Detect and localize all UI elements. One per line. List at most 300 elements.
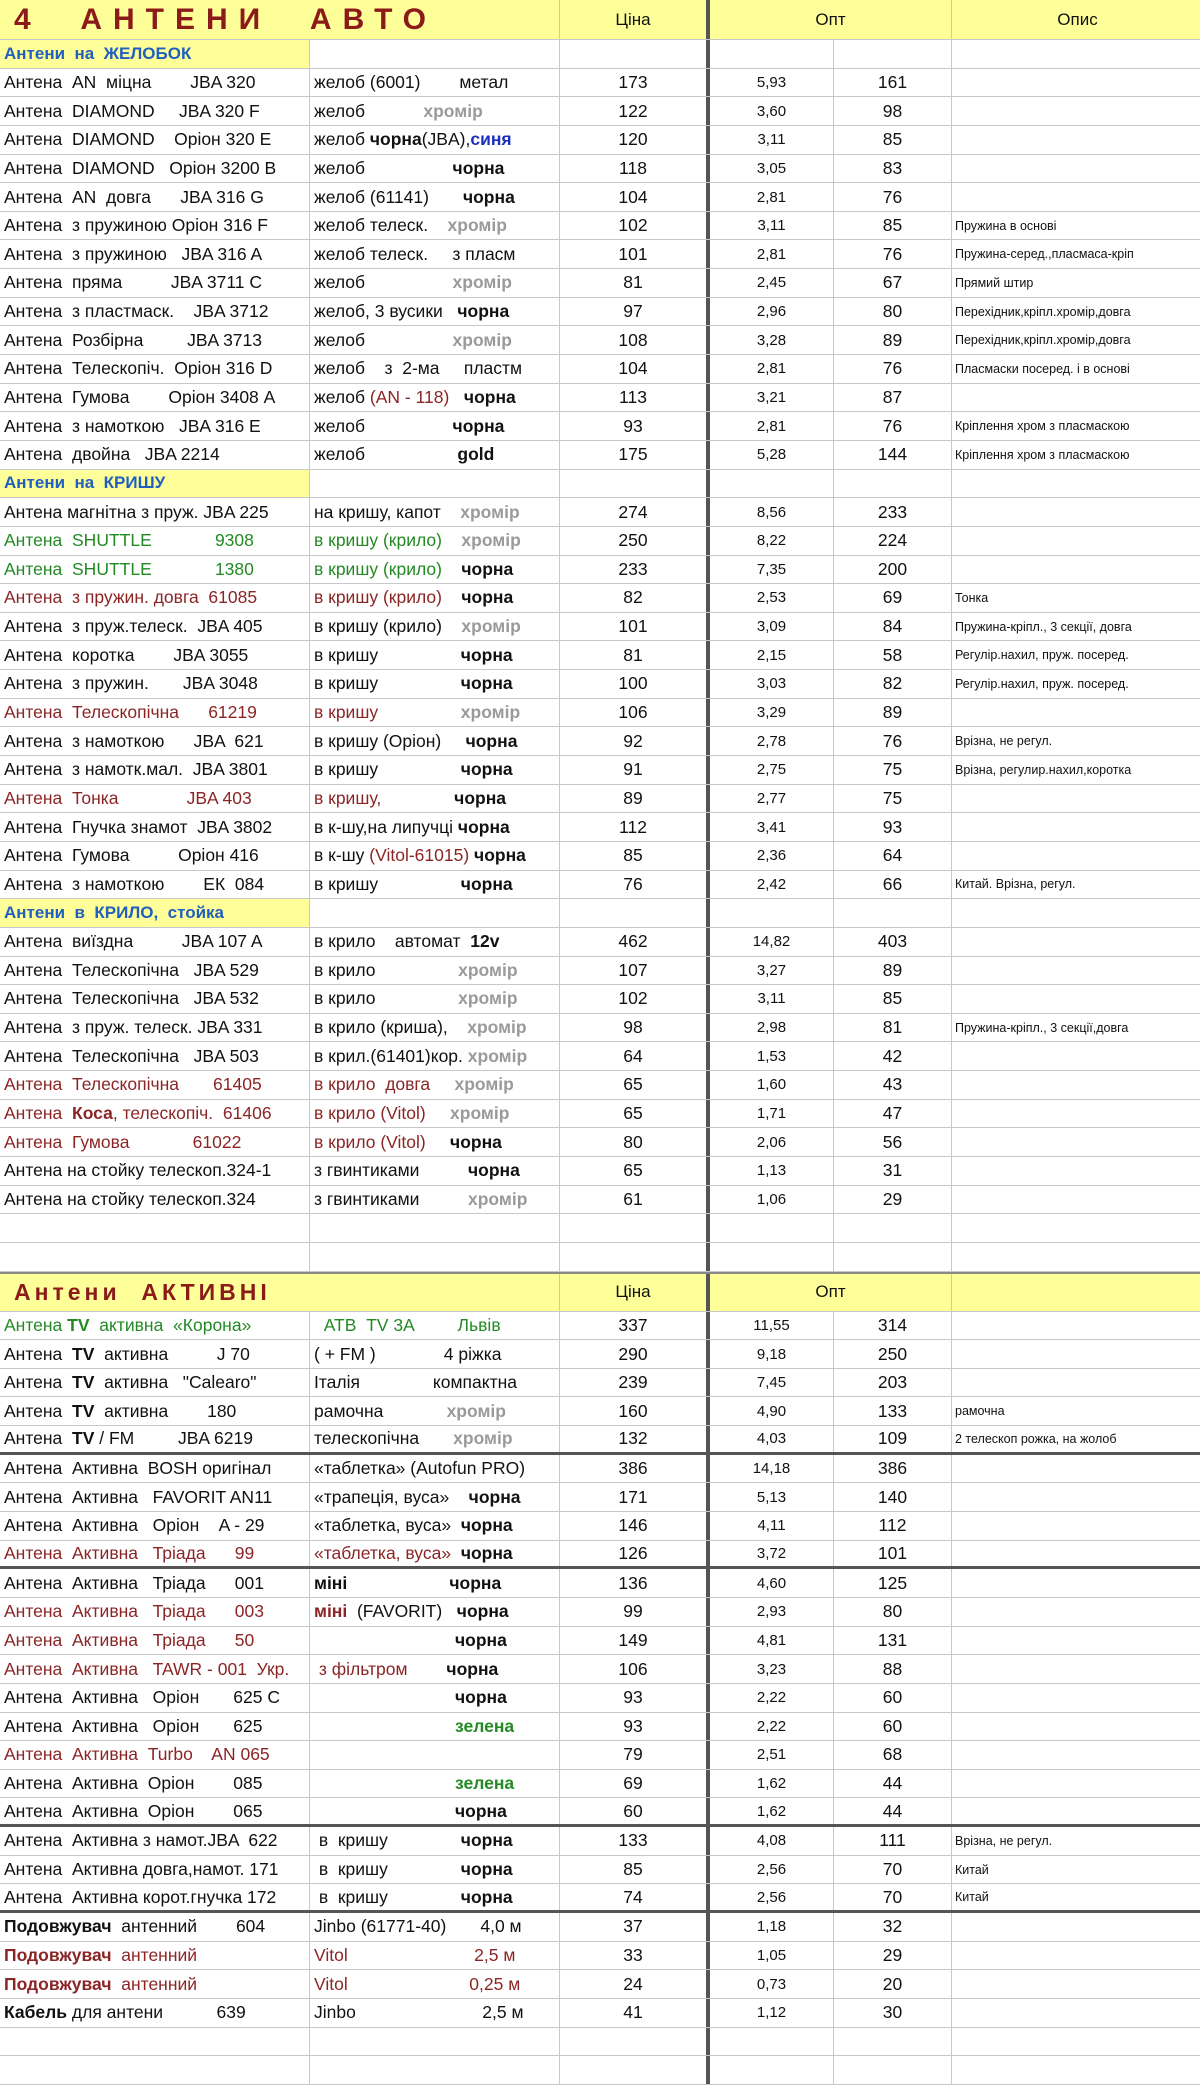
product-row (0, 498, 1200, 527)
product-name (0, 584, 310, 612)
empty-cell (310, 1243, 560, 1271)
product-type (310, 1369, 560, 1397)
text-run: чорна (455, 1687, 507, 1708)
product-row (0, 1713, 1200, 1742)
wholesale-price: 76 (834, 727, 952, 755)
text-run: Антена (4, 1400, 73, 1421)
empty-cell (0, 1243, 310, 1271)
product-row (0, 69, 1200, 98)
product-type (310, 1397, 560, 1425)
product-type (310, 871, 560, 899)
coefficient-value: 5,28 (710, 441, 834, 469)
product-row (0, 298, 1200, 327)
price-value: 99 (560, 1598, 710, 1626)
text-run: Антена пряма JBA 3711 C (4, 272, 263, 293)
product-type (310, 1186, 560, 1214)
wholesale-price: 203 (834, 1369, 952, 1397)
text-run (442, 559, 461, 580)
product-type (310, 613, 560, 641)
text-run: в крило довга (314, 1074, 431, 1095)
coefficient-value: 1,12 (710, 1999, 834, 2027)
text-run: хромір (447, 215, 507, 236)
price-value: 104 (560, 183, 710, 211)
empty-cell (952, 40, 1200, 68)
description (952, 699, 1200, 727)
description (952, 1071, 1200, 1099)
product-row (0, 97, 1200, 126)
description: Кріплення хром з пласмаскою (955, 447, 1130, 462)
description: Прямий штир (955, 275, 1034, 290)
text-run: Антена з пружин. JBA 3048 (4, 673, 258, 694)
description (952, 1186, 1200, 1214)
product-row (0, 756, 1200, 785)
product-row (0, 269, 1200, 298)
wholesale-price: 20 (834, 1970, 952, 1998)
product-type (310, 1483, 560, 1511)
wholesale-price: 29 (834, 1186, 952, 1214)
text-run (314, 1630, 455, 1651)
description: Регулір.нахил, пруж. посеред. (955, 676, 1129, 691)
coefficient-value: 2,98 (710, 1014, 834, 1042)
coefficient-value: 3,05 (710, 155, 834, 183)
text-run: в кришу (314, 644, 461, 665)
product-type (310, 699, 560, 727)
text-run: зелена (455, 1773, 515, 1794)
text-run: Антена Тонка JBA 403 (4, 787, 252, 808)
text-run: Антена Телескопічна JBA 532 (4, 988, 259, 1009)
product-name (0, 670, 310, 698)
empty-row (0, 2056, 1200, 2085)
product-row (0, 1970, 1200, 1999)
text-run: активна J 70 (94, 1343, 250, 1364)
text-run: желоб (61141) (314, 186, 463, 207)
text-run: міні (314, 1572, 348, 1593)
wholesale-price: 56 (834, 1128, 952, 1156)
product-row (0, 1655, 1200, 1684)
product-type (310, 1856, 560, 1884)
empty-cell (952, 2028, 1200, 2056)
empty-cell (310, 470, 560, 498)
price-value: 107 (560, 957, 710, 985)
text-run: желоб (314, 415, 453, 436)
text-run: Антена Активна BOSH оригінал (4, 1458, 272, 1479)
text-run: Антена з намоткою JBA 621 (4, 730, 264, 751)
product-row (0, 1770, 1200, 1799)
text-run: TV (72, 1343, 95, 1364)
text-run: «трапеція, вуса» (314, 1486, 469, 1507)
text-run: з гвинтиками (314, 1160, 468, 1181)
text-run: чорна (457, 301, 510, 322)
wholesale-price: 111 (834, 1827, 952, 1855)
empty-cell (834, 40, 952, 68)
wholesale-price: 80 (834, 1598, 952, 1626)
text-run: чорна (460, 1542, 513, 1563)
text-run: з фільтром (314, 1658, 408, 1679)
text-run: чорна (456, 1601, 509, 1622)
product-row (0, 1340, 1200, 1369)
text-run: Антена Гумова 61022 (4, 1131, 242, 1152)
coefficient-value: 4,90 (710, 1397, 834, 1425)
description (952, 97, 1200, 125)
product-row (0, 1397, 1200, 1426)
text-run: Антена з пруж.телеск. JBA 405 (4, 616, 263, 637)
text-run: в кришу (314, 673, 461, 694)
empty-cell (710, 470, 834, 498)
text-run: Антена двойна JBA 2214 (4, 444, 220, 465)
text-run: чорна (461, 587, 514, 608)
price-value: 79 (560, 1741, 710, 1769)
text-run: в к-шу (314, 845, 370, 866)
price-value: 85 (560, 842, 710, 870)
wholesale-price: 112 (834, 1512, 952, 1540)
price-value: 37 (560, 1913, 710, 1941)
coefficient-value: 2,42 (710, 871, 834, 899)
price-value: 160 (560, 1397, 710, 1425)
wholesale-price: 76 (834, 240, 952, 268)
coefficient-value: 1,05 (710, 1942, 834, 1970)
text-run: желоб (314, 129, 370, 150)
product-type (310, 727, 560, 755)
product-name (0, 1426, 310, 1452)
product-type (310, 212, 560, 240)
description (952, 1770, 1200, 1798)
text-run: ( + FM ) 4 ріжка (314, 1343, 502, 1364)
coefficient-value: 4,11 (710, 1512, 834, 1540)
text-run: желоб (314, 100, 424, 121)
product-type (310, 957, 560, 985)
product-type (310, 1071, 560, 1099)
description (952, 498, 1200, 526)
text-run: хромір (454, 1074, 514, 1095)
text-run: Антена коротка JBA 3055 (4, 644, 249, 665)
text-run: / FM JBA 6219 (94, 1428, 253, 1449)
text-run: синя (470, 129, 512, 150)
empty-cell (310, 40, 560, 68)
text-run: чорна (468, 1160, 520, 1181)
price-value: 132 (560, 1426, 710, 1452)
product-type (310, 1340, 560, 1368)
coefficient-value: 2,15 (710, 641, 834, 669)
text-run: Антена Гнучка знамот JBA 3802 (4, 816, 273, 837)
text-run: антенний (111, 1973, 198, 1994)
description (952, 1598, 1200, 1626)
price-column-header: Ціна (560, 1274, 710, 1311)
text-run: Антена на стойку телескоп.324 (4, 1188, 256, 1209)
text-run: в кришу (314, 873, 461, 894)
price-value: 108 (560, 326, 710, 354)
product-name (0, 183, 310, 211)
text-run: хромір (446, 1400, 506, 1421)
wholesale-price: 250 (834, 1340, 952, 1368)
product-row (0, 727, 1200, 756)
coefficient-value: 2,81 (710, 355, 834, 383)
product-type (310, 1157, 560, 1185)
section-header-row (0, 470, 1200, 499)
text-run: Антена Телескопічна 61219 (4, 702, 257, 723)
coefficient-value: 1,62 (710, 1798, 834, 1824)
text-run: Антена з пластмаск. JBA 3712 (4, 301, 269, 322)
empty-cell (952, 899, 1200, 927)
wholesale-price: 76 (834, 183, 952, 211)
product-name (0, 641, 310, 669)
product-row (0, 1128, 1200, 1157)
text-run: «таблетка, вуса» (314, 1542, 452, 1563)
product-row (0, 785, 1200, 814)
product-type (310, 441, 560, 469)
wholesale-price: 80 (834, 298, 952, 326)
text-run: чорна (455, 1629, 507, 1650)
empty-cell (0, 1214, 310, 1242)
text-run: хромір (460, 501, 520, 522)
product-row (0, 1684, 1200, 1713)
product-name (0, 1512, 310, 1540)
text-run: Антена з пружиною JBA 316 A (4, 243, 263, 264)
product-name (0, 1798, 310, 1824)
price-value: 462 (560, 928, 710, 956)
coefficient-value: 3,03 (710, 670, 834, 698)
text-run: желоб (314, 329, 453, 350)
wholesale-price: 85 (834, 212, 952, 240)
text-run: в кришу (314, 759, 461, 780)
text-run: міні (314, 1601, 348, 1622)
text-run: Антена Активна корот.гнучка 172 (4, 1886, 277, 1907)
wholesale-price: 60 (834, 1713, 952, 1741)
empty-cell (710, 1214, 834, 1242)
description (952, 1999, 1200, 2027)
text-run: Антена з намоткою ЕК 084 (4, 873, 265, 894)
text-run: хромір (467, 1017, 527, 1038)
description: Пружина в основі (955, 218, 1057, 233)
product-row (0, 355, 1200, 384)
product-row (0, 1369, 1200, 1398)
product-name (0, 1827, 310, 1855)
product-name (0, 1100, 310, 1128)
wholesale-price: 403 (834, 928, 952, 956)
description (952, 1627, 1200, 1655)
description (952, 1970, 1200, 1998)
text-run: желоб (314, 387, 370, 407)
empty-cell (560, 2028, 710, 2056)
description: Перехідник,кріпл.хромір,довга (955, 304, 1131, 319)
empty-cell (952, 1243, 1200, 1271)
product-name (0, 1340, 310, 1368)
text-run: для антени 639 (67, 2002, 246, 2023)
section-header-row (0, 40, 1200, 69)
product-name (0, 1042, 310, 1070)
price-value: 97 (560, 298, 710, 326)
text-run: хромір (423, 100, 483, 121)
description: Китай (955, 1862, 989, 1877)
product-type (310, 1827, 560, 1855)
product-type (310, 412, 560, 440)
text-run: чорна (460, 759, 513, 780)
product-row (0, 985, 1200, 1014)
wholesale-price: 386 (834, 1455, 952, 1483)
text-run: хромір (461, 530, 521, 551)
product-row (0, 1913, 1200, 1942)
price-value: 60 (560, 1798, 710, 1824)
text-run: Антена Активна FAVORIT AN11 (4, 1486, 273, 1507)
product-row (0, 412, 1200, 441)
text-run: АТВ TV 3A Львів (314, 1314, 501, 1335)
text-run: Антена Активна Тріада 50 (4, 1629, 255, 1650)
product-name (0, 355, 310, 383)
product-type (310, 813, 560, 841)
text-run: активна "Calearo" (94, 1372, 257, 1393)
description (952, 1655, 1200, 1683)
wholesale-price: 89 (834, 326, 952, 354)
product-type (310, 240, 560, 268)
text-run: чорна (460, 644, 513, 665)
text-run: Vitol 2,5 м (314, 1944, 516, 1965)
price-value: 89 (560, 785, 710, 813)
product-type (310, 1598, 560, 1626)
product-row (0, 699, 1200, 728)
coefficient-value: 2,77 (710, 785, 834, 813)
empty-cell (952, 1214, 1200, 1242)
description (952, 785, 1200, 813)
text-run: Антена Телескопічна JBA 529 (4, 959, 259, 980)
product-row (0, 1157, 1200, 1186)
text-run: желоб (314, 157, 453, 178)
description (952, 1369, 1200, 1397)
product-row (0, 1071, 1200, 1100)
price-value: 24 (560, 1970, 710, 1998)
product-type (310, 928, 560, 956)
text-run: Антена (4, 1103, 73, 1124)
text-run (442, 530, 461, 551)
description (952, 1942, 1200, 1970)
text-run: Антена Активна Оріон 625 (4, 1715, 263, 1736)
text-run: чорна (457, 816, 510, 837)
wholesale-price: 93 (834, 813, 952, 841)
description: Пружина-кріпл., 3 секції, довга (955, 619, 1132, 634)
text-run: в кришу (314, 1830, 461, 1851)
description (952, 1798, 1200, 1824)
product-type (310, 1913, 560, 1941)
price-value: 175 (560, 441, 710, 469)
text-run: чорна (461, 558, 514, 579)
text-run: чорна (369, 129, 422, 150)
text-run: в кришу (крило) (314, 558, 442, 579)
product-type (310, 1100, 560, 1128)
text-run: желоб (314, 444, 458, 465)
product-row (0, 613, 1200, 642)
product-row (0, 1942, 1200, 1971)
coefficient-value: 5,93 (710, 69, 834, 97)
price-value: 76 (560, 871, 710, 899)
product-name (0, 957, 310, 985)
coefficient-value: 7,35 (710, 556, 834, 584)
product-name (0, 1884, 310, 1910)
description: рамочна (955, 1404, 1005, 1419)
product-name (0, 1770, 310, 1798)
price-value: 81 (560, 641, 710, 669)
product-name (0, 1186, 310, 1214)
product-type (310, 183, 560, 211)
price-value: 92 (560, 727, 710, 755)
text-run: Італія компактна (314, 1372, 518, 1393)
product-name (0, 1684, 310, 1712)
product-type (310, 556, 560, 584)
wholesale-price: 32 (834, 1913, 952, 1941)
product-name (0, 155, 310, 183)
text-run: в крило (Vitol) (314, 1131, 426, 1152)
empty-cell (710, 2056, 834, 2084)
text-run: активна 180 (94, 1400, 237, 1421)
product-type (310, 1942, 560, 1970)
empty-cell (834, 470, 952, 498)
price-value: 33 (560, 1942, 710, 1970)
text-run: Антена Активна Оріон 085 (4, 1773, 263, 1794)
product-type (310, 1713, 560, 1741)
active-section-header-row (0, 1272, 1200, 1312)
wholesale-price: 76 (834, 412, 952, 440)
text-run: в крило (314, 988, 459, 1009)
text-run: Подовжувач (4, 1944, 112, 1965)
empty-cell (310, 2056, 560, 2084)
rows-container (0, 40, 1200, 2085)
product-name (0, 813, 310, 841)
product-type (310, 269, 560, 297)
product-row (0, 1856, 1200, 1885)
text-run: чорна (455, 1800, 507, 1821)
text-run: чорна (452, 157, 505, 178)
product-row (0, 1014, 1200, 1043)
text-run: антенний 604 (111, 1916, 266, 1937)
text-run: Антена Активна TAWR - 001 Укр. (4, 1658, 290, 1679)
text-run: рамочна (314, 1400, 447, 1421)
wholesale-price: 88 (834, 1655, 952, 1683)
text-run: чорна (460, 1859, 513, 1880)
description (952, 1157, 1200, 1185)
product-row (0, 1627, 1200, 1656)
coefficient-value: 3,41 (710, 813, 834, 841)
text-run: в крило (криша), (314, 1017, 468, 1038)
text-run: на кришу, капот (314, 501, 461, 522)
coefficient-value: 2,22 (710, 1713, 834, 1741)
price-column-header: Ціна (560, 0, 710, 39)
price-value: 65 (560, 1157, 710, 1185)
wholesale-price: 81 (834, 1014, 952, 1042)
product-row (0, 641, 1200, 670)
empty-cell (0, 2028, 310, 2056)
empty-cell (834, 2028, 952, 2056)
description: Тонка (955, 590, 989, 605)
wholesale-price: 125 (834, 1569, 952, 1597)
text-run: Антена Телескопічна JBA 503 (4, 1045, 259, 1066)
wholesale-price: 161 (834, 69, 952, 97)
text-run: хромір (458, 959, 518, 980)
product-row (0, 871, 1200, 900)
text-run: Коса (72, 1103, 113, 1124)
wholesale-price: 67 (834, 269, 952, 297)
price-value: 80 (560, 1128, 710, 1156)
product-name (0, 1655, 310, 1683)
text-run: чорна (454, 787, 507, 808)
text-run: чорна (465, 730, 518, 751)
text-run: Антена Активна з намот.JBA 622 (4, 1830, 278, 1851)
description: Пружина-кріпл., 3 секції,довга (955, 1020, 1129, 1035)
section-title: Антени АКТИВНІ (0, 1274, 560, 1311)
product-name (0, 1741, 310, 1769)
product-type (310, 785, 560, 813)
price-value: 171 (560, 1483, 710, 1511)
wholesale-price: 47 (834, 1100, 952, 1128)
product-name (0, 1369, 310, 1397)
product-name (0, 1541, 310, 1567)
header-row (0, 0, 1200, 40)
